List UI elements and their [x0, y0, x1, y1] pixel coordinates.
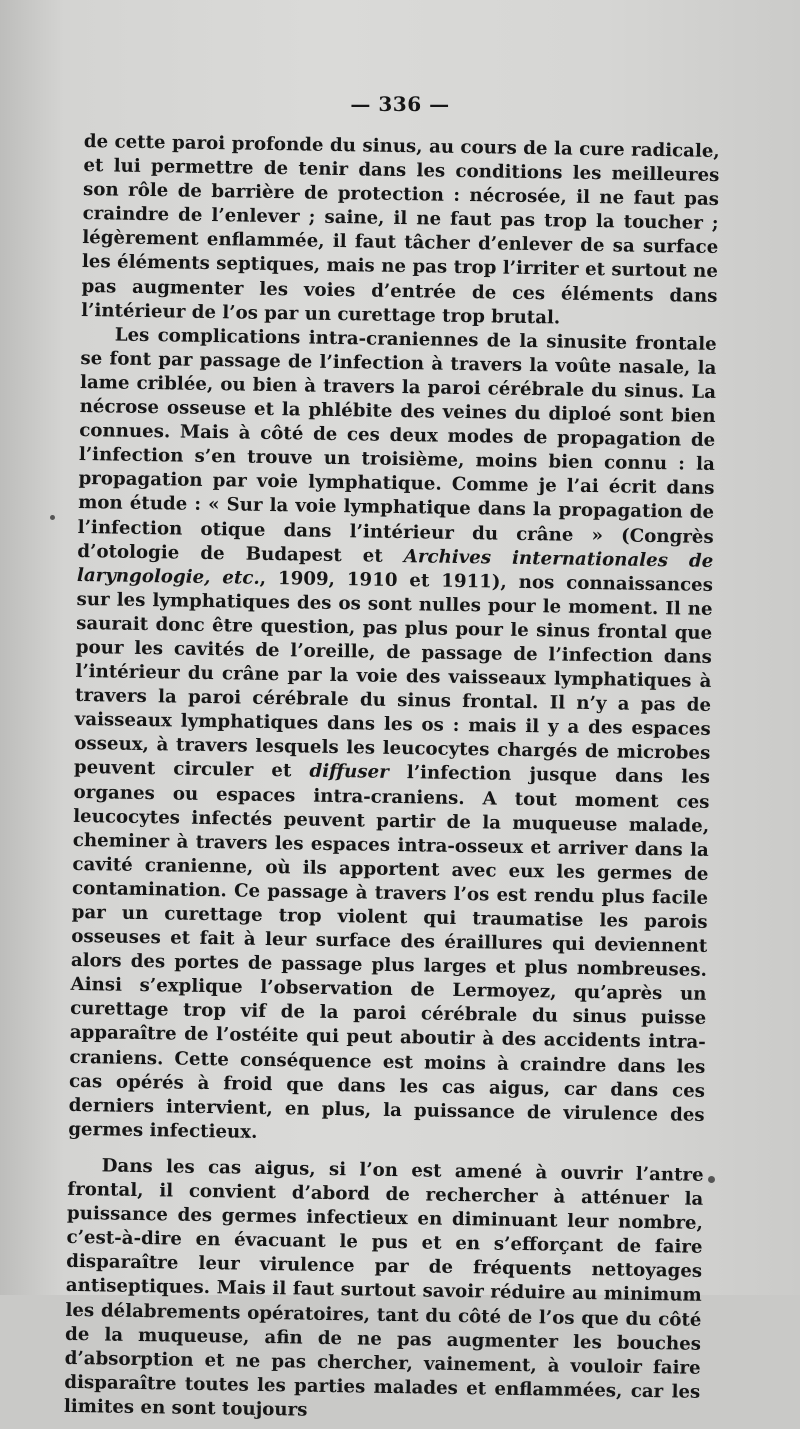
body-text	[64, 130, 720, 1429]
journal-title: Archives internationales de laryngologie, etc.	[76, 545, 714, 589]
page-number: — 336 —	[350, 92, 450, 116]
paragraph-complications	[68, 323, 717, 1152]
paragraph-acute-cases: Dans les cas aigus, si l’on est amené à ouvrir l’antre frontal, il convient d’abord de rechercher à atténuer la puissance des germes infectieux en diminuant leur nombre, c’est-à-dire en évacuant le pus et en s’efforçant de faire disparaître leur virulence par de fréquents nettoyages antiseptiques. Mais il faut surtout savoir réduire au minimum les délabrements opératoires, tant du côté de l’os que du côté de la muqueuse, afin de ne pas augmenter les bouches d’absorption et ne pas chercher, vainement, à vouloir faire disparaître toutes les parties malades et enflammées, car les limites en sont toujours	[63, 1155, 704, 1421]
print-speck	[708, 1176, 715, 1183]
emphasized-word: diffuser	[309, 761, 389, 784]
paragraph-text: l’infection jusque dans les organes ou espaces intra-craniens. A tout moment ces leucocytes infectés peuvent partir de la muqueuse malade, cheminer à travers les espaces intra-osseux et arriver dans la cavité cranienne, où ils apportent avec eux les germes de contamination. Ce passage à travers l’os est rendu plus facile par un curettage trop violent qui traumatise les parois osseuses et fait à leur surface des éraillures qui deviennent alors des portes de passage plus larges et plus nombreuses. Ainsi s’explique l’observation de Lermoyez, qu’après un curettage trop vif de la paroi cérébrale du sinus puisse apparaître de l’ostéite qui peut aboutir à des accidents intra-craniens. Cette conséquence est moins à craindre dans les cas opérés à froid que dans les cas aigus, car dans ces derniers intervient, en plus, la puissance de virulence des germes infectieux.	[68, 762, 711, 1143]
paragraph-continuation: de cette paroi profonde du sinus, au cours de la cure radicale, et lui permettre de tenir dans les conditions les meilleures son rôle de barrière de protection : nécrosée, il ne faut pas craindre de l’enlever ; saine, il ne faut pas trop la toucher ; légèrement enflammée, il faut tâcher d’enlever de sa surface les éléments septiques, mais ne pas trop l’irriter et surtout ne pas augmenter les voies d’entrée de ces éléments dans l’intérieur de l’os par un curettage trop brutal.	[81, 130, 720, 329]
print-speck	[50, 515, 55, 520]
paragraph-text: Les complications intra-craniennes de la sinusite frontale se font par passage de l’infection à travers la voûte nasale, la lame criblée, ou bien à travers la paroi cérébrale du sinus. La nécrose osseuse et la phlébite des veines du diploé sont bien connues. Mais à côté de ces deux modes de propagation de l’infection s’en trouve un troisième, moins bien connu : la propagation par voie lymphatique. Comme je l’ai écrit dans mon étude : « Sur la voie lymphatique dans la propagation de l’infection otique dans l’intérieur du crâne » (Congrès d’otologie de Budapest et	[77, 324, 717, 567]
paragraph-text: , 1909, 1910 et 1911), nos connaissances sur les lymphatiques des os sont nulles pour le moment. Il ne saurait donc être question, pas plus pour le sinus frontal que pour les cavités de l’oreille, de passage de l’infection dans l’intérieur du crâne par la voie des vaisseaux lymphatiques à travers la paroi cérébrale du sinus frontal. Il n’y a pas de vaisseaux lymphatiques dans les os : mais il y a des espaces osseux, à travers lesquels les leucocytes chargés de microbes peuvent circuler et	[73, 567, 714, 783]
